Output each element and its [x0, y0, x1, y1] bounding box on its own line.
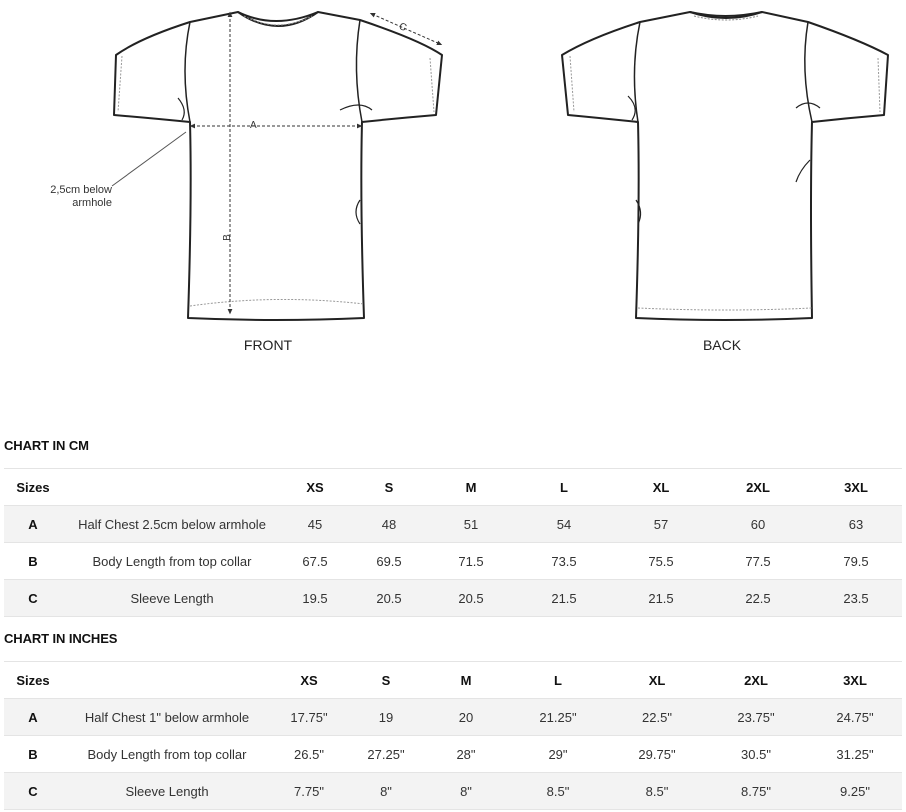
header-cell: 2XL: [704, 662, 808, 699]
value-cell: 22.5": [610, 699, 704, 736]
value-cell: 31.25": [808, 736, 902, 773]
header-cell: XS: [272, 662, 346, 699]
value-cell: 67.5: [282, 543, 348, 580]
header-cell: 3XL: [808, 662, 902, 699]
value-cell: 20.5: [430, 580, 512, 617]
chart-inches-header-row: [4, 662, 902, 699]
chart-cm-header-row: [4, 469, 902, 506]
chart-inches-table: [4, 661, 902, 810]
value-cell: 28": [426, 736, 506, 773]
row-label: Sleeve Length: [62, 580, 282, 617]
value-cell: 21.5: [616, 580, 706, 617]
value-cell: 75.5: [616, 543, 706, 580]
value-cell: 24.75": [808, 699, 902, 736]
row-code: A: [4, 699, 62, 736]
header-cell: S: [348, 469, 430, 506]
value-cell: 51: [430, 506, 512, 543]
table-row: [4, 506, 902, 543]
value-cell: 57: [616, 506, 706, 543]
value-cell: 73.5: [512, 543, 616, 580]
value-cell: 30.5": [704, 736, 808, 773]
row-label: Body Length from top collar: [62, 736, 272, 773]
value-cell: 8": [426, 773, 506, 810]
value-cell: 8.75": [704, 773, 808, 810]
value-cell: 29.75": [610, 736, 704, 773]
chart-cm-table: [4, 468, 902, 617]
value-cell: 23.75": [704, 699, 808, 736]
dim-c-letter: C: [397, 21, 409, 34]
value-cell: 26.5": [272, 736, 346, 773]
value-cell: 20: [426, 699, 506, 736]
row-code: C: [4, 773, 62, 810]
value-cell: 60: [706, 506, 810, 543]
header-cell: XL: [616, 469, 706, 506]
row-label: Half Chest 1" below armhole: [62, 699, 272, 736]
tshirt-diagram: [0, 0, 906, 400]
value-cell: 63: [810, 506, 902, 543]
header-cell: 2XL: [706, 469, 810, 506]
chart-inches-title: CHART IN INCHES: [4, 631, 118, 646]
armhole-note-line2: armhole: [72, 197, 112, 209]
value-cell: 8": [346, 773, 426, 810]
value-cell: 22.5: [706, 580, 810, 617]
row-code: C: [4, 580, 62, 617]
header-cell: S: [346, 662, 426, 699]
header-cell: [62, 469, 282, 506]
value-cell: 23.5: [810, 580, 902, 617]
armhole-note: [30, 184, 112, 210]
value-cell: 20.5: [348, 580, 430, 617]
value-cell: 19: [346, 699, 426, 736]
header-cell: L: [506, 662, 610, 699]
value-cell: 8.5": [506, 773, 610, 810]
front-label: FRONT: [243, 337, 293, 353]
value-cell: 45: [282, 506, 348, 543]
header-cell: M: [430, 469, 512, 506]
table-row: [4, 773, 902, 810]
front-tshirt: [114, 12, 442, 320]
value-cell: 9.25": [808, 773, 902, 810]
chart-cm-title: CHART IN CM: [4, 438, 89, 453]
back-label: BACK: [702, 337, 742, 353]
table-row: [4, 543, 902, 580]
value-cell: 17.75": [272, 699, 346, 736]
armhole-note-line1: 2,5cm below: [50, 184, 112, 196]
header-cell: [62, 662, 272, 699]
dim-b-letter: B: [221, 234, 233, 241]
value-cell: 69.5: [348, 543, 430, 580]
back-tshirt: [562, 12, 888, 320]
header-cell: L: [512, 469, 616, 506]
row-label: Half Chest 2.5cm below armhole: [62, 506, 282, 543]
row-code: B: [4, 736, 62, 773]
row-code: A: [4, 506, 62, 543]
row-label: Sleeve Length: [62, 773, 272, 810]
value-cell: 29": [506, 736, 610, 773]
value-cell: 21.25": [506, 699, 610, 736]
table-row: [4, 699, 902, 736]
row-label: Body Length from top collar: [62, 543, 282, 580]
value-cell: 77.5: [706, 543, 810, 580]
header-cell: 3XL: [810, 469, 902, 506]
dim-a-letter: A: [250, 120, 257, 131]
value-cell: 27.25": [346, 736, 426, 773]
table-row: [4, 580, 902, 617]
header-cell: M: [426, 662, 506, 699]
header-cell: XL: [610, 662, 704, 699]
value-cell: 19.5: [282, 580, 348, 617]
header-cell: XS: [282, 469, 348, 506]
header-cell: Sizes: [4, 469, 62, 506]
value-cell: 71.5: [430, 543, 512, 580]
value-cell: 8.5": [610, 773, 704, 810]
value-cell: 79.5: [810, 543, 902, 580]
table-row: [4, 736, 902, 773]
row-code: B: [4, 543, 62, 580]
value-cell: 7.75": [272, 773, 346, 810]
value-cell: 48: [348, 506, 430, 543]
value-cell: 54: [512, 506, 616, 543]
value-cell: 21.5: [512, 580, 616, 617]
header-cell: Sizes: [4, 662, 62, 699]
